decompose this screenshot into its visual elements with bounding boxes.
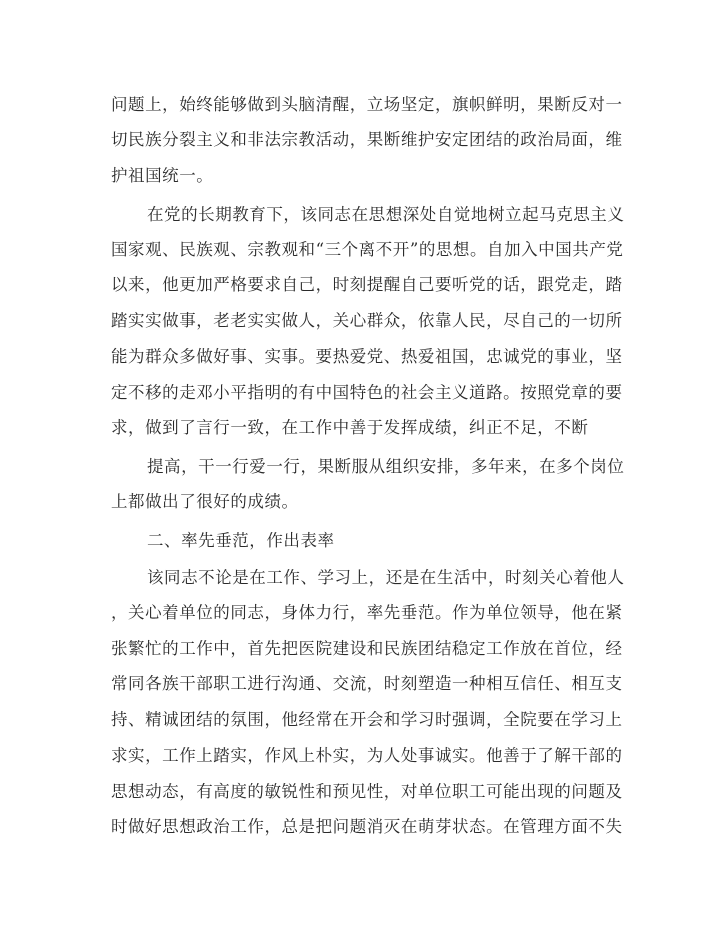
text-line: 持、精诚团结的氛围，他经常在开会和学习时强调，全院要在学习上 xyxy=(111,710,623,729)
paragraph-start-line: 在党的长期教育下，该同志在思想深处自觉地树立起马克思主义 xyxy=(147,205,625,224)
text-line: 护祖国统一。 xyxy=(111,166,214,185)
text-line: 求，做到了言行一致，在工作中善于发挥成绩，纠正不足，不断 xyxy=(111,418,589,437)
text-line: 求实，工作上踏实，作风上朴实，为人处事诚实。他善于了解干部的 xyxy=(111,746,623,765)
text-line: 常同各族干部职工进行沟通、交流，时刻塑造一种相互信任、相互支 xyxy=(111,674,623,693)
text-line: 思想动态，有高度的敏锐性和预见性，对单位职工可能出现的问题及 xyxy=(111,782,623,801)
text-line: ，关心着单位的同志，身体力行，率先垂范。作为单位领导，他在紧 xyxy=(111,603,623,622)
text-line: 时做好思想政治工作，总是把问题消灭在萌芽状态。在管理方面不失 xyxy=(111,817,623,836)
text-line: 问题上，始终能够做到头脑清醒，立场坚定，旗帜鲜明，果断反对一 xyxy=(111,95,623,114)
text-line: 踏实实做事，老老实实做人，关心群众，依靠人民，尽自己的一切所 xyxy=(111,311,623,330)
text-line: 定不移的走邓小平指明的有中国特色的社会主义道路。按照党章的要 xyxy=(111,383,623,402)
section-heading: 二、率先垂范，作出表率 xyxy=(147,531,335,550)
paragraph-start-line: 该同志不论是在工作、学习上，还是在生活中，时刻关心着他人 xyxy=(147,568,625,587)
text-line: 以来，他更加严格要求自己，时刻提醒自己要听党的话，跟党走，踏 xyxy=(111,275,623,294)
text-line: 能为群众多做好事、实事。要热爱党、热爱祖国，忠诚党的事业，坚 xyxy=(111,347,623,366)
text-line: 国家观、民族观、宗教观和“三个离不开”的思想。自加入中国共产党 xyxy=(111,240,624,259)
text-line: 切民族分裂主义和非法宗教活动，果断维护安定团结的政治局面，维 xyxy=(111,130,623,149)
text-line: 上都做出了很好的成绩。 xyxy=(111,492,299,511)
text-line: 张繁忙的工作中，首先把医院建设和民族团结稳定工作放在首位，经 xyxy=(111,639,623,658)
text-line: 提高，干一行爱一行，果断服从组织安排，多年来，在多个岗位 xyxy=(147,457,625,476)
